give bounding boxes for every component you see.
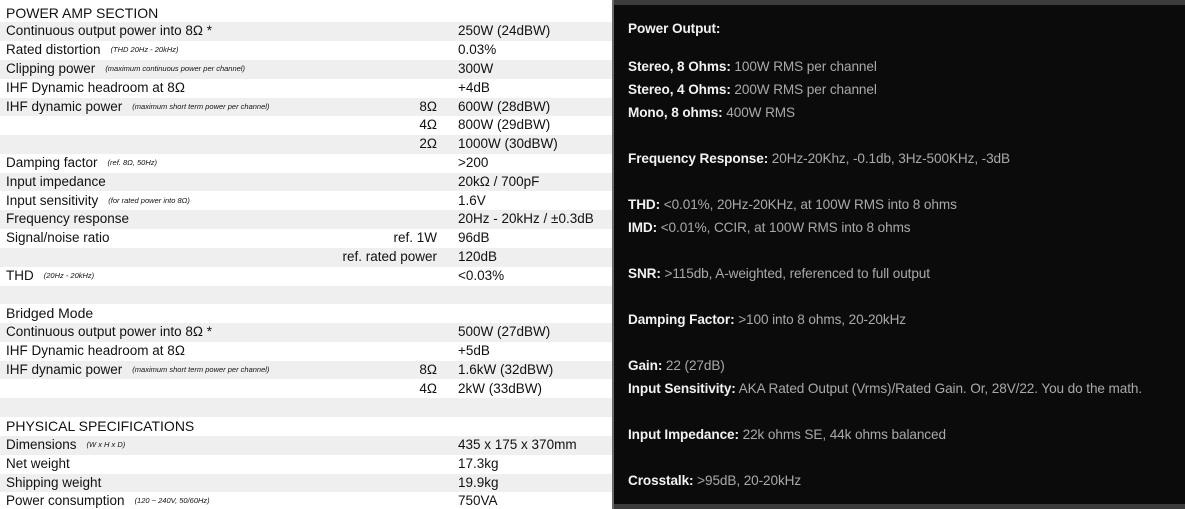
spec-note: (THD 20Hz - 20kHz) bbox=[110, 45, 179, 55]
spec-key: THD: bbox=[628, 197, 661, 212]
spec-note: (20Hz - 20kHz) bbox=[43, 270, 95, 280]
spec-label bbox=[6, 342, 185, 361]
spec-line bbox=[628, 473, 801, 488]
spec-detail: >95dB, 20-20kHz bbox=[693, 473, 802, 488]
spec-label-text: Input impedance bbox=[6, 173, 106, 189]
spec-detail: 100W RMS per channel bbox=[730, 59, 877, 74]
spec-detail: >100 into 8 ohms, 20-20kHz bbox=[734, 312, 906, 327]
spec-label bbox=[6, 323, 212, 342]
spec-value: 1.6kW (32dBW) bbox=[458, 361, 554, 377]
spec-row bbox=[0, 398, 612, 417]
spec-detail: 22 (27dB) bbox=[662, 358, 725, 373]
spec-row bbox=[0, 248, 612, 267]
spec-label bbox=[6, 492, 210, 509]
spec-value: >200 bbox=[458, 154, 489, 170]
spec-row bbox=[0, 192, 612, 211]
spec-value: 250W (24dBW) bbox=[458, 23, 551, 39]
spec-label bbox=[6, 436, 125, 455]
spec-label bbox=[6, 229, 110, 248]
spec-line bbox=[628, 105, 795, 120]
spec-condition: 8Ω bbox=[419, 98, 437, 114]
spec-row bbox=[0, 98, 612, 117]
spec-row bbox=[0, 492, 612, 509]
spec-row bbox=[0, 342, 612, 361]
spec-label-text: Dimensions bbox=[6, 436, 77, 452]
spec-key: Stereo, 8 Ohms: bbox=[628, 59, 731, 74]
spec-key: Input Impedance: bbox=[628, 427, 739, 442]
spec-label-text: Bridged Mode bbox=[6, 305, 94, 322]
spec-label bbox=[6, 4, 158, 23]
spec-condition: 8Ω bbox=[419, 361, 437, 377]
spec-row bbox=[0, 135, 612, 154]
spec-label-text: Power consumption bbox=[6, 493, 125, 509]
spec-detail: 200W RMS per channel bbox=[730, 82, 877, 97]
spec-detail: >115db, A-weighted, referenced to full output bbox=[660, 266, 930, 281]
spec-line bbox=[628, 381, 1142, 396]
spec-value: 20Hz - 20kHz / ±0.3dB bbox=[458, 211, 594, 227]
spec-label bbox=[6, 173, 106, 192]
spec-condition: ref. rated power bbox=[342, 248, 437, 264]
spec-label bbox=[6, 98, 269, 117]
spec-label-text: Shipping weight bbox=[6, 474, 102, 490]
spec-note: (for rated power into 8Ω) bbox=[108, 195, 190, 205]
spec-detail: 400W RMS bbox=[722, 105, 795, 120]
spec-value: 1000W (30dBW) bbox=[458, 136, 558, 152]
spec-value: +5dB bbox=[458, 342, 490, 358]
spec-line bbox=[628, 312, 906, 327]
spec-line bbox=[628, 82, 877, 97]
spec-value: <0.03% bbox=[458, 267, 505, 283]
spec-value: 600W (28dBW) bbox=[458, 98, 551, 114]
spec-value: 120dB bbox=[458, 248, 498, 264]
spec-label-text: Continuous output power into 8Ω * bbox=[6, 23, 212, 39]
spec-row bbox=[0, 210, 612, 229]
dark-panel-top-bar bbox=[614, 0, 1185, 5]
spec-note: (maximum short term power per channel) bbox=[132, 101, 270, 111]
spec-label bbox=[6, 455, 70, 474]
spec-row bbox=[0, 116, 612, 135]
spec-label bbox=[6, 41, 179, 60]
spec-key: Crosstalk: bbox=[628, 473, 694, 488]
spec-label-text: Continuous output power into 8Ω * bbox=[6, 324, 212, 340]
spec-key: Damping Factor: bbox=[628, 312, 735, 327]
spec-label-text: POWER AMP SECTION bbox=[6, 4, 159, 21]
spec-row bbox=[0, 380, 612, 399]
spec-key: Power Output: bbox=[628, 21, 721, 36]
spec-label bbox=[6, 79, 185, 98]
spec-row bbox=[0, 436, 612, 455]
spec-key: SNR: bbox=[628, 266, 661, 281]
spec-value: 435 x 175 x 370mm bbox=[458, 436, 577, 452]
spec-note: (maximum short term power per channel) bbox=[132, 364, 270, 374]
spec-value: 300W bbox=[458, 60, 494, 76]
spec-row bbox=[0, 304, 612, 323]
spec-value: 96dB bbox=[458, 230, 490, 246]
spec-row bbox=[0, 22, 612, 41]
spec-label-text: Input sensitivity bbox=[6, 192, 99, 208]
spec-line bbox=[628, 21, 720, 36]
spec-label bbox=[6, 474, 101, 493]
spec-value: 1.6V bbox=[458, 192, 486, 208]
spec-note: (maximum continuous power per channel) bbox=[105, 63, 245, 73]
spec-row bbox=[0, 4, 612, 23]
spec-row bbox=[0, 229, 612, 248]
spec-label bbox=[6, 210, 129, 229]
spec-value: 20kΩ / 700pF bbox=[458, 173, 540, 189]
spec-line bbox=[628, 151, 1010, 166]
spec-condition: ref. 1W bbox=[393, 230, 437, 246]
spec-label bbox=[6, 304, 93, 323]
spec-label-text: IHF dynamic power bbox=[6, 361, 123, 377]
spec-detail: <0.01%, CCIR, at 100W RMS into 8 ohms bbox=[657, 220, 911, 235]
spec-note: (ref. 8Ω, 50Hz) bbox=[107, 157, 158, 167]
spec-key: Stereo, 4 Ohms: bbox=[628, 82, 731, 97]
spec-value: +4dB bbox=[458, 79, 490, 95]
spec-detail: 22k ohms SE, 44k ohms balanced bbox=[738, 427, 946, 442]
spec-key: Input Sensitivity: bbox=[628, 381, 736, 396]
spec-label bbox=[6, 192, 190, 211]
spec-value: 17.3kg bbox=[458, 455, 499, 471]
spec-label bbox=[6, 417, 194, 436]
spec-label-text: Frequency response bbox=[6, 211, 130, 227]
spec-detail: 20Hz-20Khz, -0.1db, 3Hz-500KHz, -3dB bbox=[768, 151, 1010, 166]
spec-label bbox=[6, 361, 269, 380]
spec-row bbox=[0, 361, 612, 380]
spec-label-text: PHYSICAL SPECIFICATIONS bbox=[6, 418, 195, 435]
spec-label bbox=[6, 267, 94, 286]
spec-label-text: Clipping power bbox=[6, 60, 96, 76]
spec-line bbox=[628, 59, 877, 74]
spec-condition: 4Ω bbox=[419, 380, 437, 396]
spec-label bbox=[6, 154, 157, 173]
spec-note: (120 ~ 240V, 50/60Hz) bbox=[134, 496, 210, 506]
spec-row bbox=[0, 79, 612, 98]
spec-row bbox=[0, 154, 612, 173]
spec-key: Mono, 8 ohms: bbox=[628, 105, 723, 120]
spec-row bbox=[0, 286, 612, 305]
spec-row bbox=[0, 323, 612, 342]
spec-row bbox=[0, 60, 612, 79]
spec-row bbox=[0, 41, 612, 60]
spec-row bbox=[0, 455, 612, 474]
spec-detail: <0.01%, 20Hz-20KHz, at 100W RMS into 8 ohms bbox=[660, 197, 957, 212]
spec-value: 19.9kg bbox=[458, 474, 499, 490]
spec-label-text: Net weight bbox=[6, 455, 70, 471]
spec-value: 500W (27dBW) bbox=[458, 324, 551, 340]
spec-value: 750VA bbox=[458, 493, 498, 509]
dark-panel-bottom-bar bbox=[614, 504, 1185, 509]
spec-value: 0.03% bbox=[458, 42, 497, 58]
spec-row bbox=[0, 474, 612, 493]
spec-line bbox=[628, 220, 911, 235]
spec-label-text: Rated distortion bbox=[6, 42, 101, 58]
spec-value: 800W (29dBW) bbox=[458, 117, 551, 133]
spec-row bbox=[0, 417, 612, 436]
spec-label-text: IHF dynamic power bbox=[6, 98, 123, 114]
dark-spec-panel bbox=[614, 0, 1185, 509]
spec-line bbox=[628, 197, 957, 212]
spec-value: 2kW (33dBW) bbox=[458, 380, 543, 396]
spec-condition: 2Ω bbox=[419, 136, 437, 152]
spec-label bbox=[6, 60, 245, 79]
spec-key: Gain: bbox=[628, 358, 663, 373]
spec-key: Frequency Response: bbox=[628, 151, 769, 166]
spec-label-text: Damping factor bbox=[6, 154, 98, 170]
spec-line bbox=[628, 427, 946, 442]
spec-key: IMD: bbox=[628, 220, 658, 235]
spec-row bbox=[0, 267, 612, 286]
spec-label-text: IHF Dynamic headroom at 8Ω bbox=[6, 79, 185, 95]
spec-label-text: IHF Dynamic headroom at 8Ω bbox=[6, 342, 185, 358]
spec-label bbox=[6, 22, 212, 41]
spec-detail: AKA Rated Output (Vrms)/Rated Gain. Or, 28V/22. You do the math. bbox=[735, 381, 1143, 396]
spec-row bbox=[0, 173, 612, 192]
spec-line bbox=[628, 358, 725, 373]
spec-label-text: Signal/noise ratio bbox=[6, 230, 110, 246]
spec-line bbox=[628, 266, 930, 281]
spec-condition: 4Ω bbox=[419, 117, 437, 133]
spec-label-text: THD bbox=[6, 267, 34, 283]
spec-note: (W x H x D) bbox=[86, 439, 126, 449]
